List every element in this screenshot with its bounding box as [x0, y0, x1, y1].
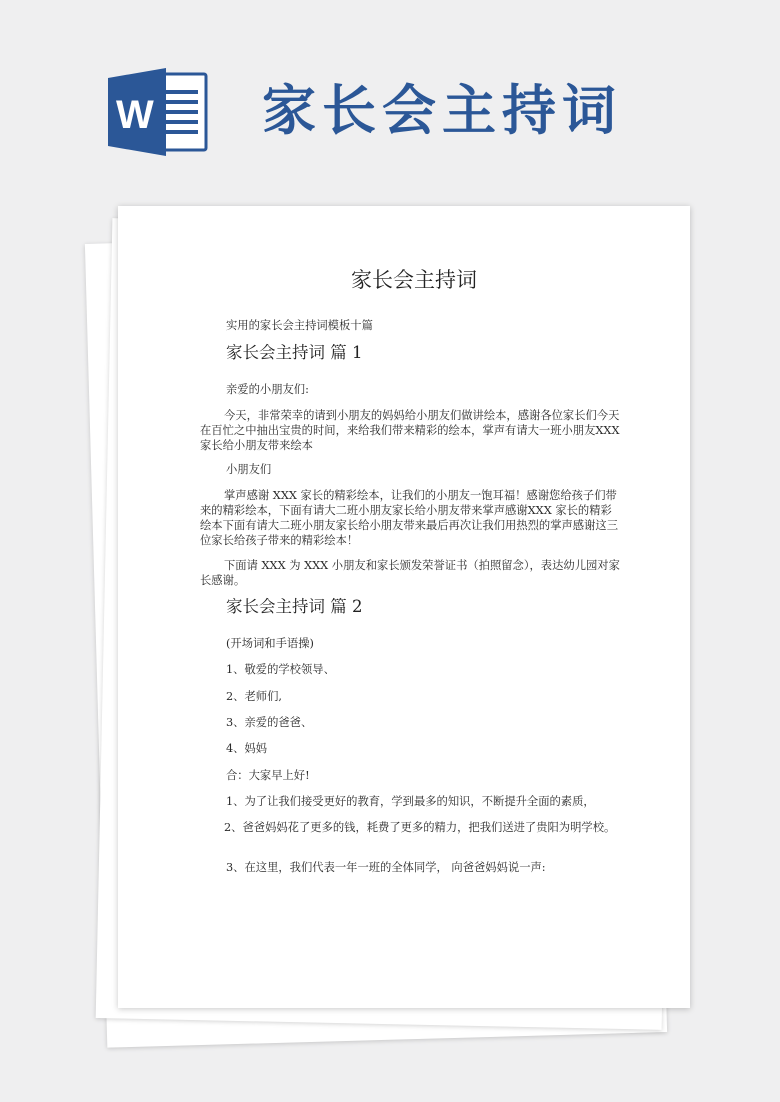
- section-2-item-1: 1、敬爱的学校领导、: [226, 663, 335, 676]
- section-2-paragraph-3: 3、在这里，我们代表一年一班的全体同学， 向爸爸妈妈说一声:: [226, 861, 546, 874]
- section-1-paragraph-3: 下面请 XXX 为 XXX 小朋友和家长颁发荣誉证书（拍照留念），表达幼儿园对家长感谢。: [200, 559, 620, 587]
- section-1-paragraph-2: 掌声感谢 XXX 家长的精彩绘本，让我们的小朋友一饱耳福！感谢您给孩子们带来的精彩绘本，下面有请大二班小朋友家长给小朋友带来掌声感谢XXX 家长的精彩绘本下面有请大二班小朋友家长给小朋友带来最后再次让我们用热烈的掌声感谢这三位家长给孩子带来的精彩绘本！: [200, 489, 618, 547]
- section-2-item-4: 4、妈妈: [226, 742, 268, 755]
- section-2-item-3: 3、亲爱的爸爸、: [226, 716, 313, 729]
- word-logo-icon: [108, 68, 208, 156]
- document-title: 家长会主持词: [351, 268, 477, 292]
- section-1-heading: 家长会主持词 篇 1: [226, 343, 363, 362]
- section-2-item-2: 2、老师们,: [226, 690, 282, 703]
- section-2-paragraph-1: 1、为了让我们接受更好的教育，学到最多的知识，不断提升全面的素质，: [226, 795, 595, 808]
- banner-title: 家长会主持词: [262, 79, 622, 142]
- section-1-greeting: 亲爱的小朋友们:: [226, 383, 309, 396]
- section-2-paragraph-2: 2、爸爸妈妈花了更多的钱，耗费了更多的精力，把我们送进了贵阳为明学校。: [224, 821, 616, 834]
- section-2-heading: 家长会主持词 篇 2: [226, 597, 363, 616]
- section-1-label: 小朋友们: [226, 463, 272, 476]
- word-logo-letter: W: [116, 93, 154, 137]
- document-page: [118, 206, 690, 1008]
- section-1-paragraph-1: 今天，非常荣幸的请到小朋友的妈妈给小朋友们做讲绘本，感谢各位家长们今天在百忙之中抽出宝贵的时间，来给我们带来精彩的绘本，掌声有请大一班小朋友XXX家长给小朋友带来绘本: [200, 409, 620, 452]
- section-2-intro: (开场词和手语操): [226, 637, 314, 650]
- section-2-chorus: 合：大家早上好!: [226, 769, 310, 782]
- document-subtitle: 实用的家长会主持词模板十篇: [226, 319, 373, 332]
